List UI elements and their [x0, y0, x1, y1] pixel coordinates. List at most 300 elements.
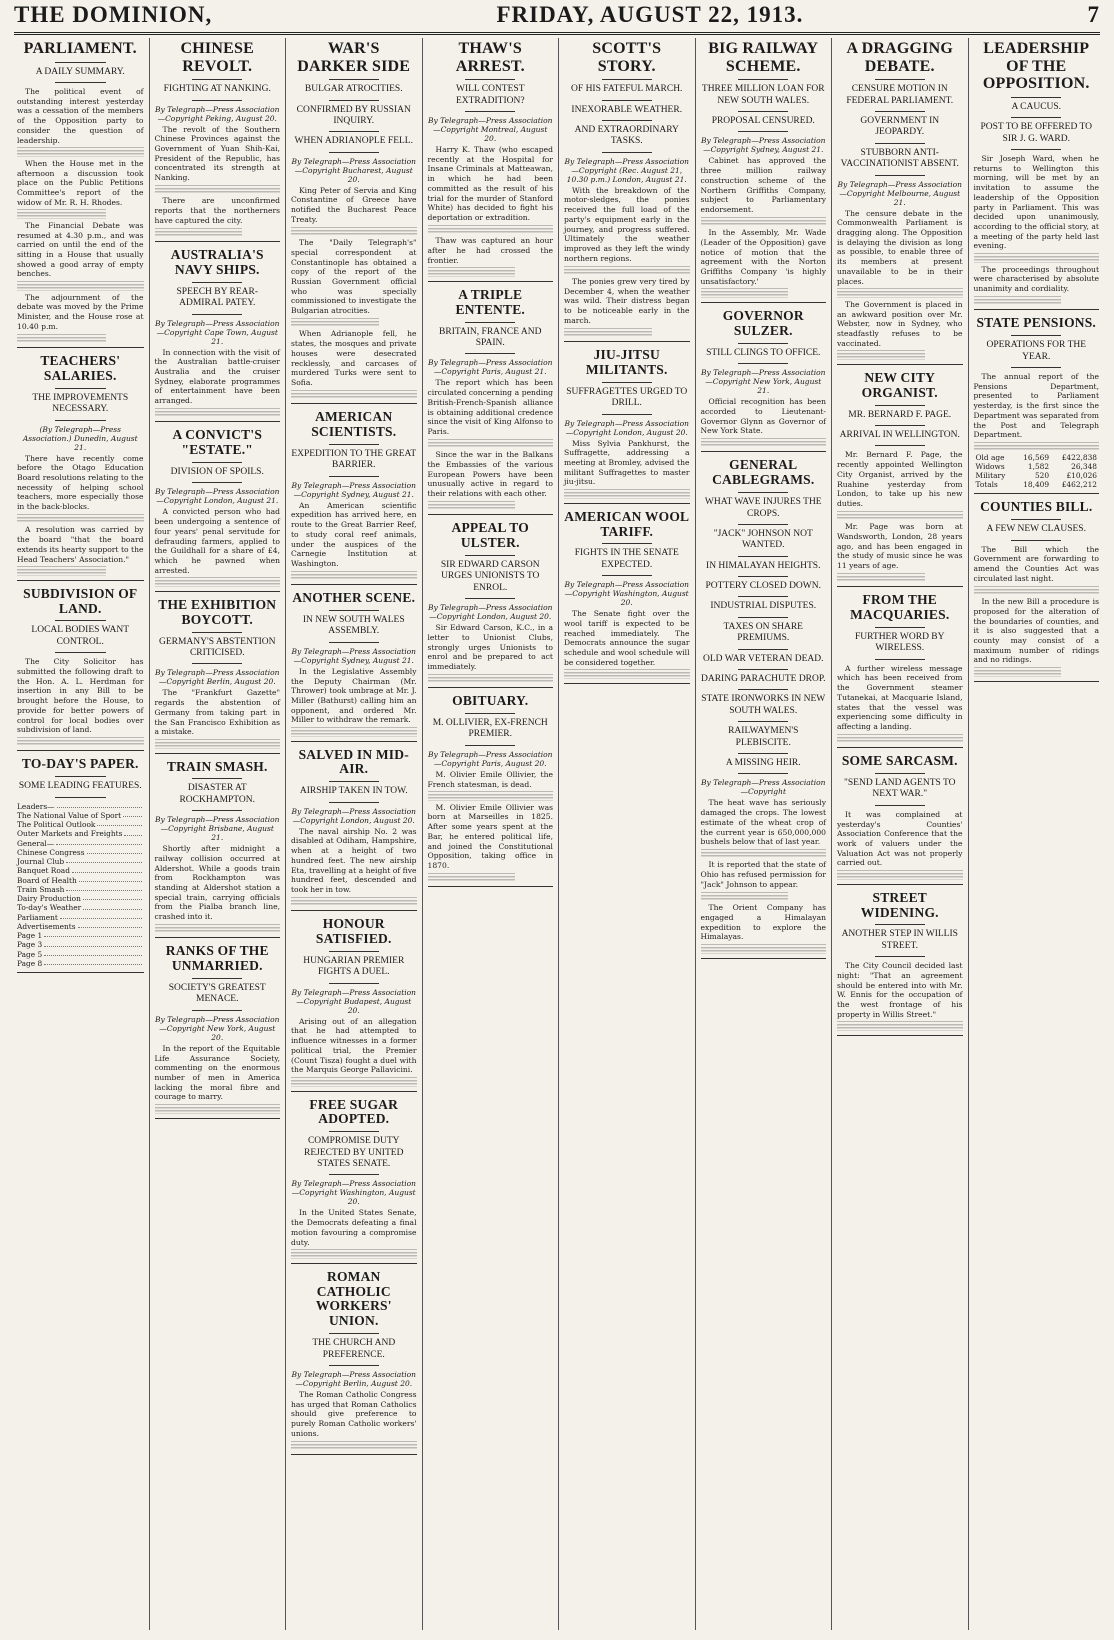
text-block	[291, 1077, 417, 1087]
article-headline: WAR'S DARKER SIDE	[297, 40, 411, 75]
article-paragraph: The political event of outstanding interest yesterday was a cessation of the members of the Opposition party to consider the question of leadership.	[17, 86, 144, 145]
headline-rule	[329, 610, 379, 611]
article-paragraph: The Government is placed in an awkward position over Mr. Webster, now in Sydney, who steadfastly refuses to be vaccinated.	[837, 299, 963, 348]
headline-rule	[329, 642, 379, 643]
pension-table	[974, 453, 1100, 489]
headline-rule	[55, 620, 106, 621]
article-dateline: By Telegraph—Press Association—Copyright New York, August 21.	[701, 368, 826, 396]
article	[17, 587, 144, 752]
article-paragraph: Thaw was captured an hour after he had crossed the frontier.	[427, 236, 553, 265]
article-end-rule	[837, 364, 963, 365]
headline-rule	[1011, 367, 1061, 368]
feature-label: Chinese Congress	[17, 847, 85, 857]
headline-rule	[1011, 149, 1061, 150]
text-block	[155, 1104, 281, 1114]
headline-rule	[875, 405, 925, 406]
text-block	[564, 489, 690, 499]
leader-dots	[72, 866, 142, 872]
article-paragraph: In connection with the visit of the Australian battle-cruiser Australia and the cruiser Sydney, elaborate programmes of entertainment have been arranged.	[154, 347, 280, 406]
article-end-rule	[155, 937, 281, 938]
text-block	[428, 501, 516, 511]
headline-rule	[738, 111, 788, 112]
article-subhead: "SEND LAND AGENTS TO NEXT WAR."	[844, 778, 956, 800]
article-subhead: ANOTHER STEP IN WILLIS STREET.	[841, 929, 958, 951]
article-headline: TEACHERS' SALARIES.	[40, 353, 121, 383]
feature-list-item	[17, 931, 144, 940]
article-subhead: WILL CONTEST EXTRADITION?	[455, 84, 525, 106]
masthead	[14, 2, 1100, 35]
headline-rule	[192, 632, 242, 633]
article-end-rule	[17, 972, 144, 973]
article-paragraph: Official recognition has been accorded to Lieutenant-Governor Glynn as Governor of New York State.	[700, 397, 826, 436]
article-paragraph: The Bill which the Government are forwarding to amend the Counties Act was circulated last night.	[973, 544, 1099, 583]
article	[17, 40, 144, 348]
article-end-rule	[837, 586, 963, 587]
headline-rule	[602, 543, 652, 544]
article-dateline: By Telegraph—Press Association—Copyright Cape Town, August 21.	[155, 318, 280, 346]
feature-label: The Political Outlook	[17, 820, 96, 830]
headline-rule	[875, 111, 925, 112]
pension-cell: Old age	[975, 453, 1005, 463]
text-block	[155, 924, 281, 934]
feature-label: Advertisements	[17, 921, 76, 931]
article-subhead: POTTERY CLOSED DOWN.	[705, 581, 821, 592]
article-headline: THAW'S ARREST.	[455, 40, 525, 75]
article-dateline: By Telegraph—Press Association—Copyright Bucharest, August 20.	[291, 156, 416, 184]
headline-rule	[738, 617, 788, 618]
feature-list-item	[17, 913, 144, 922]
feature-label: Page 3	[17, 940, 43, 950]
article-subhead: STILL CLINGS TO OFFICE.	[706, 347, 821, 358]
article-subhead: THE IMPROVEMENTS NECESSARY.	[32, 392, 129, 415]
article-subhead: DISASTER AT ROCKHAMPTON.	[179, 783, 256, 805]
article-paragraph: There are unconfirmed reports that the northerners have captured the city.	[154, 196, 280, 225]
headline-rule	[738, 131, 788, 132]
feature-label: Board of Health	[17, 875, 77, 885]
article-paragraph: The Financial Debate was resumed at 4.30 p.m., and was carried on until the end of the sitting in a House that usually showed a good array of empty benches.	[17, 220, 144, 279]
pension-row	[974, 480, 1100, 489]
article-paragraph: Mr. Page was born at Wandsworth, London, 28 years ago, and has been engaged in the study of music since he was 11 years of age.	[837, 522, 963, 571]
feature-label: To-day's Weather	[17, 903, 82, 913]
article-paragraph: The adjournment of the debate was moved by the Prime Minister, and the House rose at 10.40 p.m.	[17, 292, 144, 331]
feature-list-item	[17, 811, 144, 820]
article	[974, 40, 1100, 310]
article-headline: RANKS OF THE UNMARRIED.	[165, 943, 269, 974]
text-block	[564, 266, 690, 276]
article-dateline: By Telegraph—Press Association—Copyright Melbourne, August 21.	[837, 179, 962, 207]
text-block	[701, 217, 827, 227]
headline-rule	[875, 425, 925, 426]
headline-rule	[738, 492, 788, 493]
article	[837, 754, 963, 884]
feature-list-item	[17, 820, 144, 829]
article-headline: FREE SUGAR ADOPTED.	[309, 1096, 399, 1127]
article-headline: A DRAGGING DEBATE.	[846, 40, 953, 75]
headline-rule	[192, 978, 242, 979]
article-end-rule	[291, 1454, 417, 1455]
article-end-rule	[564, 503, 690, 504]
article-end-rule	[155, 421, 281, 422]
headline-rule	[875, 175, 925, 176]
feature-list-item	[17, 940, 144, 949]
article	[155, 248, 281, 422]
article-subhead: WHAT WAVE INJURES THE CROPS.	[704, 497, 822, 519]
leader-dots	[79, 876, 142, 882]
article	[291, 1270, 417, 1455]
article-subhead: LOCAL BODIES WANT CONTROL.	[31, 625, 130, 647]
leader-dots	[44, 959, 141, 965]
article-headline: GENERAL CABLEGRAMS.	[712, 457, 815, 488]
article-paragraph: The annual report of the Pensions Department, presented to Parliament yesterday, is the first since the Department was separated from the Post and Telegraph Department.	[973, 371, 1099, 440]
headline-rule	[329, 100, 379, 101]
headline-rule	[465, 598, 515, 599]
article-dateline: By Telegraph—Press Association—Copyright Washington, August 20.	[291, 1179, 416, 1207]
article-paragraph: In the report of the Equitable Life Assurance Society, commenting on the enormous number of men in America lacking the moral fibre and courage to marry.	[154, 1043, 280, 1102]
article-headline: CHINESE REVOLT.	[180, 40, 254, 75]
headline-rule	[875, 445, 925, 446]
article-dateline: By Telegraph—Press Association—Copyright Peking, August 20.	[155, 104, 280, 123]
headline-rule	[875, 143, 925, 144]
leader-dots	[87, 848, 142, 854]
headline-rule	[192, 663, 242, 664]
headline-rule	[738, 649, 788, 650]
text-block	[701, 438, 827, 448]
article-subhead: PROPOSAL CENSURED.	[711, 115, 815, 126]
article-end-rule	[837, 747, 963, 748]
column-1	[12, 38, 149, 1630]
text-block	[291, 897, 417, 907]
article-headline: ANOTHER SCENE.	[292, 590, 416, 606]
leader-dots	[66, 885, 141, 891]
headline-rule	[55, 652, 106, 653]
text-block	[974, 296, 1062, 306]
text-block	[17, 147, 144, 157]
text-block	[837, 288, 963, 298]
text-block	[837, 1021, 963, 1031]
feature-label: Leaders—	[17, 801, 55, 811]
headline-rule	[55, 776, 106, 777]
pension-row	[974, 462, 1100, 471]
article-dateline: By Telegraph—Press Association—Copyright London, August 20.	[428, 603, 553, 622]
headline-rule	[329, 444, 379, 445]
text-block	[974, 667, 1062, 677]
article	[701, 309, 827, 452]
text-block	[17, 281, 144, 291]
text-block	[428, 873, 516, 883]
headline-rule	[329, 131, 379, 132]
article-headline: TO-DAY'S PAPER.	[21, 756, 139, 772]
article-headline: NEW CITY ORGANIST.	[861, 369, 938, 400]
article-end-rule	[291, 1091, 417, 1092]
article-headline: A TRIPLE ENTENTE.	[455, 286, 525, 317]
article-end-rule	[155, 241, 281, 242]
article-headline: AMERICAN WOOL TARIFF.	[564, 508, 690, 539]
article	[291, 1098, 417, 1264]
article-paragraph: When the House met in the afternoon a discussion took place on the Public Petitions Committee's report of the widow of Mr. R. H. Rhodes.	[17, 158, 144, 207]
article-end-rule	[837, 1035, 963, 1036]
headline-rule	[602, 382, 652, 383]
pension-cell: Totals	[975, 480, 998, 490]
article-dateline: By Telegraph—Press Association—Copyright	[701, 778, 826, 797]
feature-label: General—	[17, 838, 55, 848]
feature-label: Journal Club	[17, 857, 65, 867]
headline-rule	[192, 314, 242, 315]
article-paragraph: In the Assembly, Mr. Wade (Leader of the Opposition) gave notice of motion that the agreement with the Norton Griffiths Company 'is highly unsatisfactory.'	[700, 228, 826, 286]
article-subhead: THREE MILLION LOAN FOR NEW SOUTH WALES.	[701, 84, 825, 106]
article-subhead: FURTHER WORD BY WIRELESS.	[854, 631, 945, 654]
article-subhead: A FEW NEW CLAUSES.	[986, 524, 1086, 535]
article-subhead: CENSURE MOTION IN FEDERAL PARLIAMENT.	[846, 84, 954, 106]
article	[837, 371, 963, 587]
headline-rule	[465, 555, 515, 556]
article-headline: SUBDIVISION OF LAND.	[23, 585, 138, 616]
article-headline: A CONVICT'S "ESTATE."	[172, 427, 263, 458]
article-subhead: BRITAIN, FRANCE AND SPAIN.	[439, 326, 542, 348]
feature-list-item	[17, 857, 144, 866]
article	[837, 593, 963, 748]
article-headline: GOVERNOR SULZER.	[722, 307, 804, 338]
article-paragraph: Mr. Bernard F. Page, the recently appointed Wellington City Organist, arrived by the Ruahine yesterday from London, to take up his new duties.	[837, 450, 963, 508]
article-subhead: MR. BERNARD F. PAGE.	[848, 409, 952, 420]
article-subhead: FIGHTING AT NANKING.	[163, 84, 271, 95]
headline-rule	[192, 100, 242, 101]
article-dateline: By Telegraph—Press Association—Copyright Paris, August 20.	[428, 749, 553, 768]
column-3	[285, 38, 422, 1630]
article-end-rule	[291, 910, 417, 911]
article-subhead: GOVERNMENT IN JEOPARDY.	[860, 115, 940, 138]
article	[701, 458, 827, 958]
headline-rule	[1011, 117, 1061, 118]
article-headline: HONOUR SATISFIED.	[315, 916, 392, 947]
headline-rule	[192, 778, 242, 779]
article-paragraph: When Adrianople fell, he states, the mosques and private houses were desecrated recklessly, and carcases of murdered Turks were sent to Sofia.	[291, 329, 417, 387]
article-end-rule	[17, 580, 144, 581]
headline-rule	[329, 476, 379, 477]
article-paragraph: It was complained at yesterday's Counties' Association Conference that the work of valuers under the Valuation Act was not properly carried out.	[837, 809, 963, 868]
feature-list-item	[17, 839, 144, 848]
text-block	[291, 727, 417, 737]
article-paragraph: The Orient Company has engaged a Himalayan expedition to explore the Himalayas.	[700, 903, 826, 942]
article-end-rule	[155, 1118, 281, 1119]
article-paragraph: Sir Edward Carson, K.C., in a letter to Unionist Clubs, strongly urges Unionists to enrol and be prepared to act immediately.	[427, 623, 553, 671]
headline-rule	[465, 353, 515, 354]
headline-rule	[329, 951, 379, 952]
article-paragraph: Shortly after midnight a railway collision occurred at Aldershot. While a goods train from Rockhampton was standing at Aldershot station a special train, carrying officials from the Pialba branch line, crashed into it.	[154, 844, 280, 922]
headline-rule	[602, 79, 652, 80]
text-block	[155, 185, 281, 195]
article-end-rule	[428, 886, 554, 887]
article-paragraph: Harry K. Thaw (who escaped recently at the Hospital for Insane Criminals at Matteawan, in which he had been committed as the result of his trial for the murder of Stanford White) has decided to fight his deportation or extradition.	[427, 144, 553, 222]
text-block	[17, 334, 106, 344]
article-dateline: By Telegraph—Press Association—Copyright Sydney, August 21.	[291, 646, 416, 665]
article-paragraph: In the Legislative Assembly the Deputy Chairman (Mr. Thrower) took umbrage at Mr. J. Miller (Bathurst) calling him an opponent, and ordered Mr. Miller to withdraw the remark.	[291, 666, 417, 725]
pension-cell: 16,569	[1023, 453, 1050, 463]
article-subhead: RAILWAYMEN'S PLEBISCITE.	[728, 726, 799, 748]
article-headline: THE EXHIBITION BOYCOTT.	[158, 596, 277, 627]
headline-rule	[329, 802, 379, 803]
text-block	[155, 739, 281, 749]
headline-rule	[192, 79, 242, 80]
pension-cell: £10,026	[1066, 471, 1097, 481]
article-end-rule	[564, 683, 690, 684]
article-subhead: IN HIMALAYAN HEIGHTS.	[706, 560, 821, 571]
text-block	[155, 408, 281, 418]
headline-rule	[329, 1174, 379, 1175]
article	[291, 40, 417, 404]
leader-dots	[124, 829, 141, 835]
headline-rule	[738, 753, 788, 754]
article-end-rule	[155, 591, 281, 592]
article-paragraph: The Roman Catholic Congress has urged that Roman Catholics should give preference to purely Roman Catholic workers' unions.	[291, 1389, 417, 1438]
headline-rule	[465, 111, 515, 112]
column-6	[695, 38, 832, 1630]
article-end-rule	[428, 281, 554, 282]
pension-row	[974, 471, 1100, 480]
headline-rule	[329, 1131, 379, 1132]
feature-list-item	[17, 885, 144, 894]
article-paragraph: The heat wave has seriously damaged the crops. The lowest estimate of the wheat crop of the current year is 650,000,000 bushels below that of last year.	[700, 798, 826, 847]
feature-list-item	[17, 903, 144, 912]
article-end-rule	[564, 341, 690, 342]
article	[974, 316, 1100, 494]
text-block	[291, 1441, 417, 1451]
text-block	[837, 870, 963, 880]
text-block	[17, 209, 106, 219]
headline-rule	[738, 556, 788, 557]
article-subhead: OLD WAR VETERAN DEAD.	[702, 653, 824, 664]
article-headline: AUSTRALIA'S NAVY SHIPS.	[170, 247, 264, 277]
text-block	[837, 573, 925, 583]
pension-row	[974, 453, 1100, 462]
headline-rule	[875, 773, 925, 774]
article	[564, 40, 690, 342]
text-block	[974, 586, 1100, 596]
headline-rule	[738, 689, 788, 690]
text-block	[155, 228, 243, 238]
feature-list-item	[17, 866, 144, 875]
article	[974, 500, 1100, 681]
article-paragraph: King Peter of Servia and King Constantine of Greece have notified the Bucharest Peace Treaty.	[291, 185, 417, 224]
headline-rule	[875, 659, 925, 660]
feature-label: Outer Markets and Freights	[17, 829, 123, 839]
article-headline: STATE PENSIONS.	[976, 315, 1097, 331]
pension-cell: 520	[1034, 471, 1050, 481]
article-subhead: ARRIVAL IN WELLINGTON.	[839, 429, 960, 440]
article-paragraph: M. Olivier Emile Ollivier was born at Marseilles in 1825. After some years spent at the Bar, he entered political life, and joined the Constitutional Opposition, taking office in 1870.	[427, 802, 553, 871]
article-subhead: GERMANY'S ABSTENTION CRITICISED.	[158, 636, 276, 659]
feature-list-item	[17, 876, 144, 885]
article-subhead: THE CHURCH AND PREFERENCE.	[312, 1338, 396, 1360]
column-4	[422, 38, 559, 1630]
feature-label: Page 8	[17, 958, 43, 968]
article	[17, 757, 144, 973]
text-block	[701, 944, 827, 954]
headline-rule	[192, 810, 242, 811]
article-headline: SOME SARCASM.	[841, 753, 958, 769]
article	[291, 591, 417, 741]
article-paragraph: The "Frankfurt Gazette" regards the abstention of Germany from taking part in the San Francisco Exhibition as a mistake.	[154, 688, 280, 737]
article-subhead: INEXORABLE WEATHER.	[571, 104, 683, 115]
article-end-rule	[291, 1263, 417, 1264]
article-dateline: By Telegraph—Press Association—Copyright Sydney, August 21.	[291, 480, 416, 499]
leader-dots	[123, 811, 141, 817]
article	[291, 748, 417, 912]
article-paragraph: With the breakdown of the motor-sledges, the ponies received the full load of the party's equipment early in the journey, and progress suffered. Ultimately the weather improved as they left the windy northern regions.	[564, 185, 690, 263]
article-end-rule	[291, 584, 417, 585]
headline-rule	[738, 343, 788, 344]
leader-dots	[78, 922, 142, 928]
article-subhead: A DAILY SUMMARY.	[35, 66, 125, 77]
article-headline: AMERICAN SCIENTISTS.	[311, 409, 397, 440]
headline-rule	[602, 120, 652, 121]
article-subhead: WHEN ADRIANOPLE FELL.	[294, 136, 413, 147]
article-dateline: By Telegraph—Press Association—Copyright (Rec. August 21, 10.30 p.m.) London, August 21.	[564, 156, 689, 184]
text-block	[17, 514, 144, 524]
leader-dots	[60, 913, 142, 919]
text-block	[428, 225, 554, 235]
article-subhead: SOCIETY'S GREATEST MENACE.	[168, 983, 266, 1005]
article-paragraph: The naval airship No. 2 was disabled at Odiham, Hampshire, when at a height of two hundred feet. The new airship Eta, travelling at a height of five hundred feet, descended and took her in tow.	[291, 826, 417, 895]
headline-rule	[602, 100, 652, 101]
article-subhead: A MISSING HEIR.	[725, 757, 801, 768]
pension-cell: Military	[975, 471, 1006, 481]
article-subhead: HUNGARIAN PREMIER FIGHTS A DUEL.	[303, 955, 405, 978]
headline-rule	[738, 721, 788, 722]
headline-rule	[329, 152, 379, 153]
article-end-rule	[428, 514, 554, 515]
headline-rule	[329, 781, 379, 782]
article-paragraph: The City Council decided last night: "That an agreement should be entered into with Mr. W. Ennis for the occupation of the west frontage of his property in Willis Street."	[837, 961, 963, 1019]
text-block	[564, 669, 690, 679]
headline-rule	[465, 745, 515, 746]
article-end-rule	[974, 309, 1100, 310]
article-paragraph: The revolt of the Southern Chinese Provinces against the Government of Yuan Shih-Kai, President of the Republic, has concentrated its strength at Nanking.	[154, 124, 280, 183]
headline-rule	[55, 797, 106, 798]
article-paragraph: The Senate fight over the wool tariff is expected to be reached immediately. The Democrats announce the sugar schedule and wool schedule will be considered together.	[564, 609, 690, 667]
headline-rule	[55, 82, 106, 83]
article-subhead: "JACK" JOHNSON NOT WANTED.	[713, 528, 813, 551]
leader-dots	[44, 931, 141, 937]
feature-label: Page 1	[17, 931, 43, 941]
headline-rule	[602, 414, 652, 415]
newspaper-columns	[12, 38, 1104, 1630]
article-paragraph: Since the war in the Balkans the Embassies of the various European Powers have been unusually active in regard to their relations with each other.	[427, 450, 553, 499]
article-headline: SCOTT'S STORY.	[592, 40, 662, 75]
article-dateline: By Telegraph—Press Association—Copyright Paris, August 21.	[428, 358, 553, 377]
text-block	[428, 791, 554, 801]
article-subhead: POST TO BE OFFERED TO SIR J. G. WARD.	[980, 122, 1093, 144]
feature-list-item	[17, 802, 144, 811]
newspaper-title: THE DOMINION,	[14, 2, 213, 27]
article-headline: APPEAL TO ULSTER.	[451, 520, 529, 551]
article-paragraph: The "Daily Telegraph's" special correspondent at Constantinople has obtained a copy of the report of the Russian Government official who was specially commissioned to investigate the Bulgarian atrocities.	[291, 238, 417, 316]
text-block	[974, 253, 1100, 263]
headline-rule	[738, 524, 788, 525]
feature-label: Parliament	[17, 912, 58, 922]
column-7	[831, 38, 968, 1630]
headline-rule	[192, 482, 242, 483]
pension-cell: 26,348	[1071, 462, 1097, 472]
headline-rule	[738, 576, 788, 577]
article-dateline: (By Telegraph—Press Association.) Dunedin, August 21.	[22, 424, 138, 452]
text-block	[428, 674, 554, 684]
article-dateline: By Telegraph—Press Association—Copyright Washington, August 20.	[564, 580, 689, 608]
feature-label: Dairy Production	[17, 894, 81, 904]
article-headline: SALVED IN MID-AIR.	[298, 746, 409, 777]
article-end-rule	[974, 681, 1100, 682]
article-headline: JIU-JITSU MILITANTS.	[585, 347, 668, 377]
headline-rule	[602, 575, 652, 576]
